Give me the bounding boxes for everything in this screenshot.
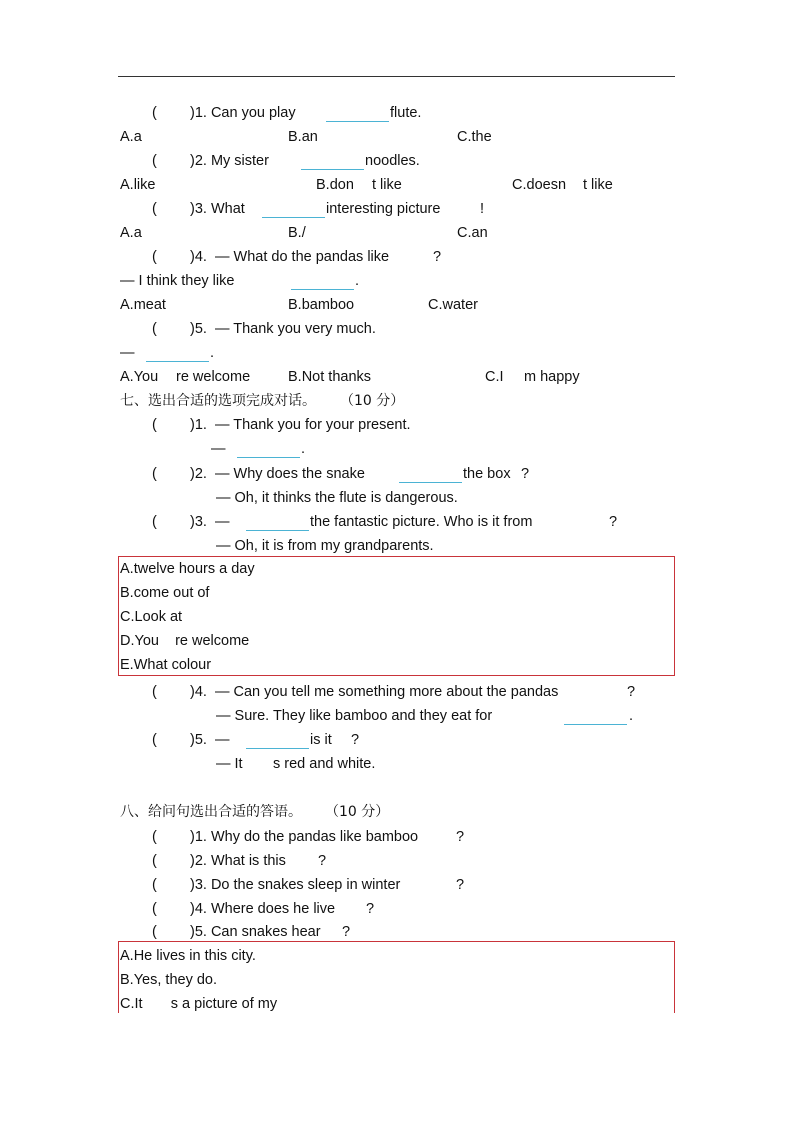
question-text: )4. Where does he live <box>190 901 336 917</box>
option-e: E.What colour <box>120 657 212 673</box>
question-text: )5. Can snakes hear <box>190 924 321 940</box>
period: . <box>301 441 306 457</box>
option-a: A.meat <box>120 297 166 313</box>
dialog-3-after: the fantastic picture. Who is it from <box>310 514 533 530</box>
top-rule <box>118 76 675 77</box>
dialog-4-reply: — Sure. They like bamboo and they eat for <box>216 708 493 724</box>
period: . <box>629 708 634 724</box>
answer-paren: ( <box>152 829 157 845</box>
question-text: )1. Why do the pandas like bamboo <box>190 829 419 845</box>
option-c: C.It s a picture of my <box>120 996 278 1012</box>
option-a: A.twelve hours a day <box>120 561 255 577</box>
answer-blank[interactable] <box>399 482 462 483</box>
answer-paren: ( <box>152 901 157 917</box>
section-8-score: （10 分） <box>325 804 390 820</box>
option-c: C.the <box>457 129 492 145</box>
answer-blank[interactable] <box>146 361 209 362</box>
answer-blank[interactable] <box>246 530 309 531</box>
option-a: A.a <box>120 225 142 241</box>
question-mark: ? <box>342 924 351 940</box>
option-b: B.come out of <box>120 585 210 601</box>
question-text: )2. What is this <box>190 853 286 869</box>
answer-blank[interactable] <box>237 457 300 458</box>
answer-blank[interactable] <box>262 217 325 218</box>
option-b: B.an <box>288 129 318 145</box>
option-c: C.water <box>428 297 478 313</box>
section-8-heading: 八、给问句选出合适的答语。 <box>120 804 302 820</box>
option-a-part1: A.You <box>120 369 159 385</box>
exclamation: ! <box>480 201 485 217</box>
option-c-part2: t like <box>583 177 613 193</box>
option-a-part2: re welcome <box>176 369 251 385</box>
question-mark: ? <box>609 514 618 530</box>
period: . <box>210 345 215 361</box>
answer-paren: ( <box>152 105 157 121</box>
answer-blank[interactable] <box>291 289 354 290</box>
dialog-4-text: )4. — Can you tell me something more about the pandas <box>190 684 559 700</box>
dialog-2-after: the box <box>463 466 511 482</box>
dialog-3-reply: — Oh, it is from my grandparents. <box>216 538 434 554</box>
option-c-part1: C.I <box>485 369 504 385</box>
answer-paren: ( <box>152 684 157 700</box>
answer-paren: ( <box>152 153 157 169</box>
question-text: )3. Do the snakes sleep in winter <box>190 877 401 893</box>
answer-paren: ( <box>152 514 157 530</box>
reply-dash: — <box>211 441 226 457</box>
answer-blank[interactable] <box>301 169 364 170</box>
dialog-5-text: )5. — <box>190 732 230 748</box>
question-mark: ? <box>456 829 465 845</box>
option-b: B.Yes, they do. <box>120 972 218 988</box>
section-7-score: （10 分） <box>340 393 405 409</box>
dialog-1-text: )1. — Thank you for your present. <box>190 417 411 433</box>
answer-paren: ( <box>152 201 157 217</box>
answer-paren: ( <box>152 466 157 482</box>
option-c-part1: C.doesn <box>512 177 567 193</box>
option-c: C.an <box>457 225 488 241</box>
dialog-2-text: )2. — Why does the snake <box>190 466 365 482</box>
answer-paren: ( <box>152 877 157 893</box>
dialog-5-reply-part2: s red and white. <box>273 756 376 772</box>
question-2-text: )2. My sister <box>190 153 269 169</box>
question-mark: ? <box>456 877 465 893</box>
reply-line: — I think they like <box>120 273 235 289</box>
option-b: B./ <box>288 225 306 241</box>
question-1-text: )1. Can you play <box>190 105 296 121</box>
question-mark: ? <box>627 684 636 700</box>
answer-paren: ( <box>152 853 157 869</box>
option-b: B.bamboo <box>288 297 355 313</box>
dialog-3-text: )3. — <box>190 514 230 530</box>
option-b-part1: B.don <box>316 177 354 193</box>
option-a: A.like <box>120 177 156 193</box>
period: . <box>355 273 360 289</box>
question-mark: ? <box>433 249 442 265</box>
question-2-after: noodles. <box>365 153 420 169</box>
question-4-text: )4. — What do the pandas like <box>190 249 390 265</box>
answer-paren: ( <box>152 924 157 940</box>
question-mark: ? <box>318 853 327 869</box>
dialog-5-after: is it <box>310 732 332 748</box>
reply-dash: — <box>120 345 135 361</box>
answer-blank[interactable] <box>564 724 627 725</box>
option-a: A.He lives in this city. <box>120 948 256 964</box>
option-b-part2: t like <box>372 177 402 193</box>
answer-paren: ( <box>152 321 157 337</box>
dialog-2-reply: — Oh, it thinks the flute is dangerous. <box>216 490 458 506</box>
answer-blank[interactable] <box>246 748 309 749</box>
option-c: C.Look at <box>120 609 183 625</box>
question-3-after: interesting picture <box>326 201 441 217</box>
question-1-after: flute. <box>390 105 422 121</box>
section-7-heading: 七、选出合适的选项完成对话。 <box>120 393 316 409</box>
option-c-part2: m happy <box>524 369 580 385</box>
option-a: A.a <box>120 129 142 145</box>
answer-paren: ( <box>152 732 157 748</box>
question-mark: ? <box>351 732 360 748</box>
answer-paren: ( <box>152 417 157 433</box>
option-d: D.You re welcome <box>120 633 250 649</box>
option-b: B.Not thanks <box>288 369 372 385</box>
answer-blank[interactable] <box>326 121 389 122</box>
question-mark: ? <box>366 901 375 917</box>
question-3-text: )3. What <box>190 201 245 217</box>
answer-paren: ( <box>152 249 157 265</box>
question-mark: ? <box>521 466 530 482</box>
dialog-5-reply-part1: — It <box>216 756 243 772</box>
question-5-text: )5. — Thank you very much. <box>190 321 376 337</box>
